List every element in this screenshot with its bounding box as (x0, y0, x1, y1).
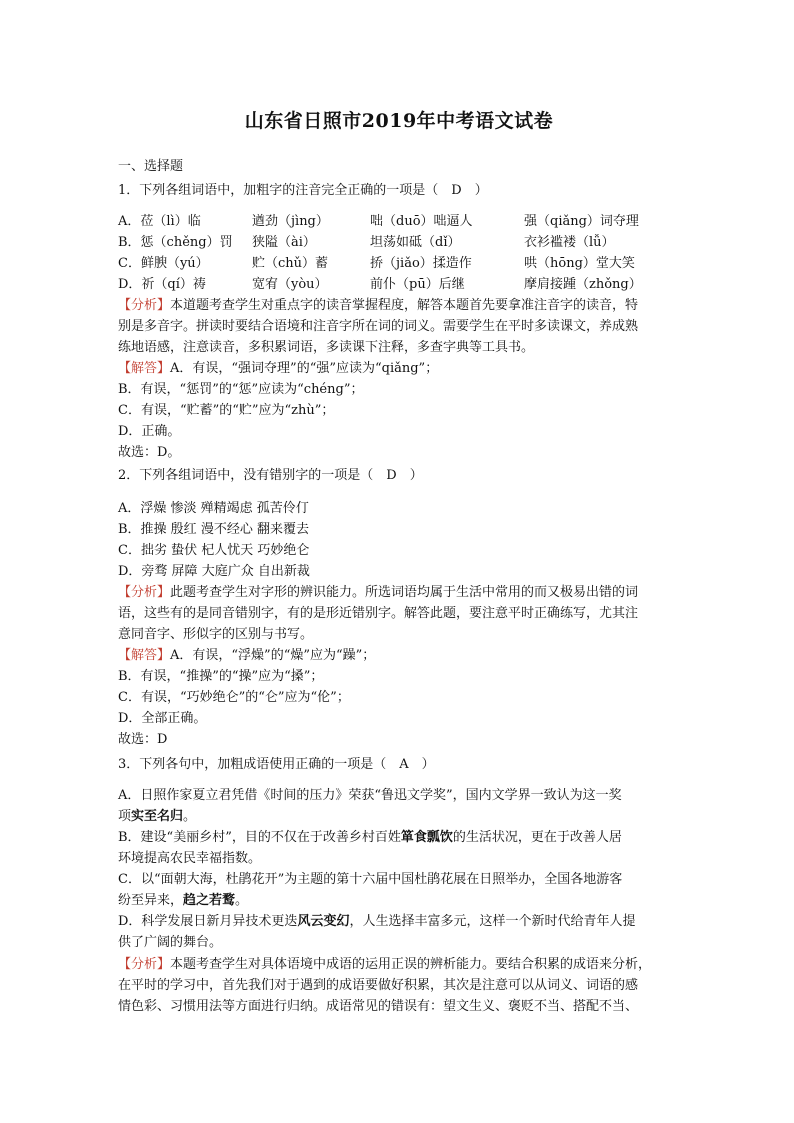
q2-option: A．浮燥 惨淡 殚精竭虑 孤苦伶仃 (118, 501, 309, 516)
q2-option: C．拙劣 蛰伏 杞人忧天 巧妙绝仑 (118, 543, 310, 558)
q1-option-cell: 贮（chǔ）蓄 (252, 256, 329, 271)
question-3-stem: 3．下列各句中，加粗成语使用正确的一项是（ A ） (118, 757, 435, 772)
analysis-text: 本题考查学生对具体语境中成语的运用正误的辨析能力。要结合积累的成语来分析， (170, 957, 652, 972)
q2-answer-line: 故选：D (118, 732, 168, 747)
analysis-tag: 【分析】 (118, 585, 171, 600)
answer-text: A．有误，“强词夺理”的“强”应读为“qiǎng”； (170, 361, 439, 376)
bold-idiom: 风云变幻 (297, 914, 350, 929)
bold-idiom: 趋之若鹜 (183, 893, 236, 908)
analysis-tag: 【分析】 (118, 298, 171, 313)
page-title: 山东省日照市2019年中考语文试卷 (244, 110, 554, 132)
q3-option-c-line2 (118, 892, 248, 909)
q3-option-d-suffix: ，人生选择丰富多元，这样一个新时代给青年人提 (349, 914, 636, 929)
q2-answer-line: B．有误，“推操”的“操”应为“搡”； (118, 669, 324, 684)
q1-answer-line: B．有误，“惩罚”的“惩”应读为“chéng”； (118, 382, 364, 397)
q3-option-a-line1: A．日照作家夏立君凭借《时间的压力》荣获“鲁迅文学奖”，国内文学界一致认为这一奖 (118, 788, 622, 803)
analysis-text: 本道题考查学生对重点字的读音掌握程度，解答本题首先要拿准注音字的读音，特 (170, 298, 639, 313)
q3-analysis-line: 在平时的学习中，首先我们对于遇到的成语要做好积累，其次是注意可以从词义、词语的感 (118, 978, 639, 993)
q1-answer-line: 故选：D。 (118, 445, 181, 460)
q3-option-d-line1 (118, 913, 635, 930)
q1-option-cell: C．鲜腴（yú） (118, 256, 209, 271)
answer-tag: 【解答】 (118, 361, 171, 376)
bold-idiom: 箪食瓢饮 (400, 830, 453, 845)
q3-analysis-line: 情色彩、习惯用法等方面进行归纳。成语常见的错误有：望文生义、褒贬不当、搭配不当、 (118, 999, 639, 1014)
q1-analysis-line (118, 297, 638, 314)
q1-option-cell: 哄（hōng）堂大笑 (524, 256, 635, 271)
q2-option: B．推操 殷红 漫不经心 翻来覆去 (118, 522, 309, 537)
question-1-stem: 1．下列各组词语中，加粗字的注音完全正确的一项是（ D ） (118, 183, 488, 198)
q2-answer-line: C．有误，“巧妙绝仑”的“仑”应为“伦”； (118, 690, 350, 705)
q3-option-d-line2: 供了广阔的舞台。 (118, 935, 223, 950)
section-heading: 一、选择题 (118, 159, 184, 174)
question-2-stem: 2．下列各组词语中，没有错别字的一项是（ D ） (118, 468, 423, 483)
q1-option-cell: 咄（duō）咄逼人 (370, 214, 473, 229)
q1-answer-line: C．有误，“贮蓄”的“贮”应为“zhù”； (118, 403, 335, 418)
q1-answer-line: D．正确。 (118, 424, 181, 439)
q2-analysis-line: 意同音字、形似字的区别与书写。 (118, 627, 314, 642)
q1-option-cell: D．祈（qí）祷 (118, 277, 206, 292)
q3-option-b-suffix: 的生活状况，更在于改善人居 (452, 830, 622, 845)
q1-option-cell: B．惩（chěng）罚 (118, 235, 233, 250)
q3-option-b-line2: 环境提高农民幸福指数。 (118, 851, 262, 866)
q1-answer-line (118, 360, 438, 377)
q1-option-cell: 前仆（pū）后继 (370, 277, 465, 292)
q3-option-c-suffix: 。 (235, 893, 249, 908)
q1-option-cell: 狭隘（ài） (252, 235, 316, 250)
q2-option: D．旁骛 屏障 大庭广众 自出新裁 (118, 564, 310, 579)
q1-option-cell: 衣衫褴褛（lǚ） (524, 235, 615, 250)
answer-tag: 【解答】 (118, 648, 171, 663)
q2-answer-line: D．全部正确。 (118, 711, 207, 726)
q3-analysis-line (118, 956, 651, 973)
q2-analysis-line (118, 584, 638, 601)
q3-option-a-suffix: 。 (183, 809, 197, 824)
q1-option-cell: 宽宥（yòu） (252, 277, 328, 292)
q3-option-b-prefix: B．建设“美丽乡村”，目的不仅在于改善乡村百姓 (118, 830, 401, 845)
q1-analysis-line: 别是多音字。拼读时要结合语境和注音字所在词的词义。需要学生在平时多读课文，养成熟 (118, 319, 639, 334)
q1-option-cell: 强（qiǎng）词夺理 (524, 214, 639, 229)
q3-option-b-line1 (118, 829, 622, 846)
analysis-text: 此题考查学生对字形的辨识能力。所选词语均属于生活中常用的而又极易出错的词 (170, 585, 639, 600)
q3-option-a-prefix: 项 (118, 809, 132, 824)
answer-text: A．有误，“浮燥”的“燥”应为“躁”； (170, 648, 376, 663)
q1-option-cell: 摩肩接踵（zhǒng） (524, 277, 642, 292)
analysis-tag: 【分析】 (118, 957, 171, 972)
q3-option-d-prefix: D．科学发展日新月异技术更迭 (118, 914, 298, 929)
q1-option-cell: 遒劲（jìng） (252, 214, 329, 229)
q1-option-cell: 坦荡如砥（dǐ） (370, 235, 461, 250)
q3-option-c-prefix: 纷至异来， (118, 893, 184, 908)
q1-option-cell: A．莅（lì）临 (118, 214, 201, 229)
bold-idiom: 实至名归 (131, 809, 184, 824)
q2-analysis-line: 语，这些有的是同音错别字，有的是形近错别字。解答此题，要注意平时正确练写，尤其注 (118, 606, 639, 621)
q2-answer-line (118, 647, 375, 664)
q1-analysis-line: 练地语感，注意读音，多积累词语，多读课下注释，多查字典等工具书。 (118, 340, 535, 355)
q3-option-a-line2 (118, 808, 196, 825)
q1-option-cell: 挢（jiǎo）揉造作 (370, 256, 472, 271)
q3-option-c-line1: C．以“面朝大海，杜鹃花开”为主题的第十六届中国杜鹃花展在日照举办，全国各地游客 (118, 872, 623, 887)
